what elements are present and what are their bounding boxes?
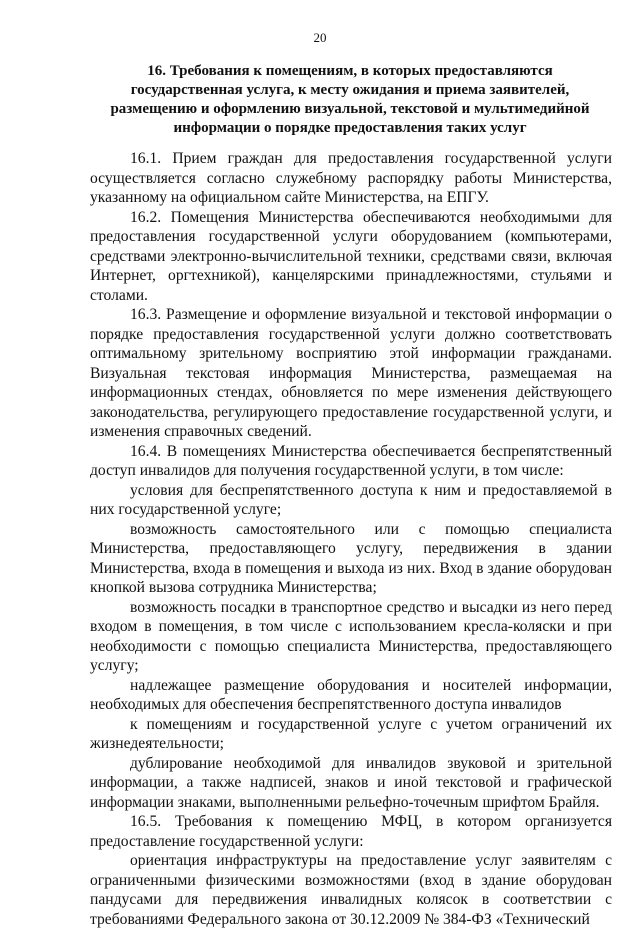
paragraph-16-1: 16.1. Прием граждан для предоставления государственной услуги осуществляется согласно служебному распорядку работы Министерства, указанному на официальном сайте Министерства, на ЕПГУ.: [90, 150, 612, 206]
list-item-equipment-continued: к помещениям и государственной услуге с учетом ограничений их жизнедеятельности;: [90, 715, 612, 752]
list-item-movement: возможность самостоятельного или с помощью специалиста Министерства, предоставляющего услугу, передвижения в здании Министерства, входа в помещения и выхода из них. Вход в здание оборудован кнопкой вызова сотрудника Министерства;: [90, 520, 612, 596]
list-item-equipment: надлежащее размещение оборудования и носителей информации, необходимых для обеспечения беспрепятственного доступа инвалидов: [90, 676, 612, 713]
list-item-infrastructure: ориентация инфраструктуры на предоставление услуг заявителям с ограниченными физическими возможностями (вход в здание оборудован пандусами для передвижения инвалидных колясок в соответствии с требованиями Федерального закона от 30.12.2009 № 384-ФЗ «Технический: [90, 852, 612, 928]
list-item-access-conditions: условия для беспрепятственного доступа к ним и предоставляемой в них государственной услуге;: [90, 481, 612, 518]
paragraph-16-2: 16.2. Помещения Министерства обеспечиваются необходимыми для предоставления государственной услуги оборудованием (компьютерами, средствами электронно-вычислительной техники, средствами связи, включая Интернет, оргтехникой), канцелярскими принадлежностями, стульями и столами.: [90, 208, 612, 304]
paragraph-16-5: 16.5. Требования к помещению МФЦ, в котором организуется предоставление государственной услуги:: [90, 813, 612, 850]
paragraph-16-4: 16.4. В помещениях Министерства обеспечивается беспрепятственный доступ инвалидов для получения государственной услуги, в том числе:: [90, 442, 612, 479]
paragraph-16-3: 16.3. Размещение и оформление визуальной и текстовой информации о порядке предоставления государственной услуги должно соответствовать оптимальному зрительному восприятию этой информации гражданами. Визуальная текстовая информация Министерства, размещаемая на информационных стендах, обновляется по мере изменения действующего законодательства, регулирующего предоставление государственной услуги, и изменения справочных сведений.: [90, 306, 612, 440]
list-item-transport: возможность посадки в транспортное средство и высадки из него перед входом в помещения, в том числе с использованием кресла-коляски и при необходимости с помощью специалиста Министерства, предоставляющего услугу;: [90, 598, 612, 674]
document-body: [90, 149, 612, 929]
list-item-braille: дублирование необходимой для инвалидов звуковой и зрительной информации, а также надписей, знаков и иной текстовой и графической информации знаками, выполненными рельефно-точечным шрифтом Брайля.: [90, 754, 612, 811]
page-number: 20: [313, 30, 327, 45]
section-heading: 16. Требования к помещениям, в которых предоставляются государственная услуга, к месту ожидания и приема заявителей, размещению и оформлению визуальной, текстовой и мультимедийной информации о порядке предоставления таких услуг: [110, 63, 590, 136]
